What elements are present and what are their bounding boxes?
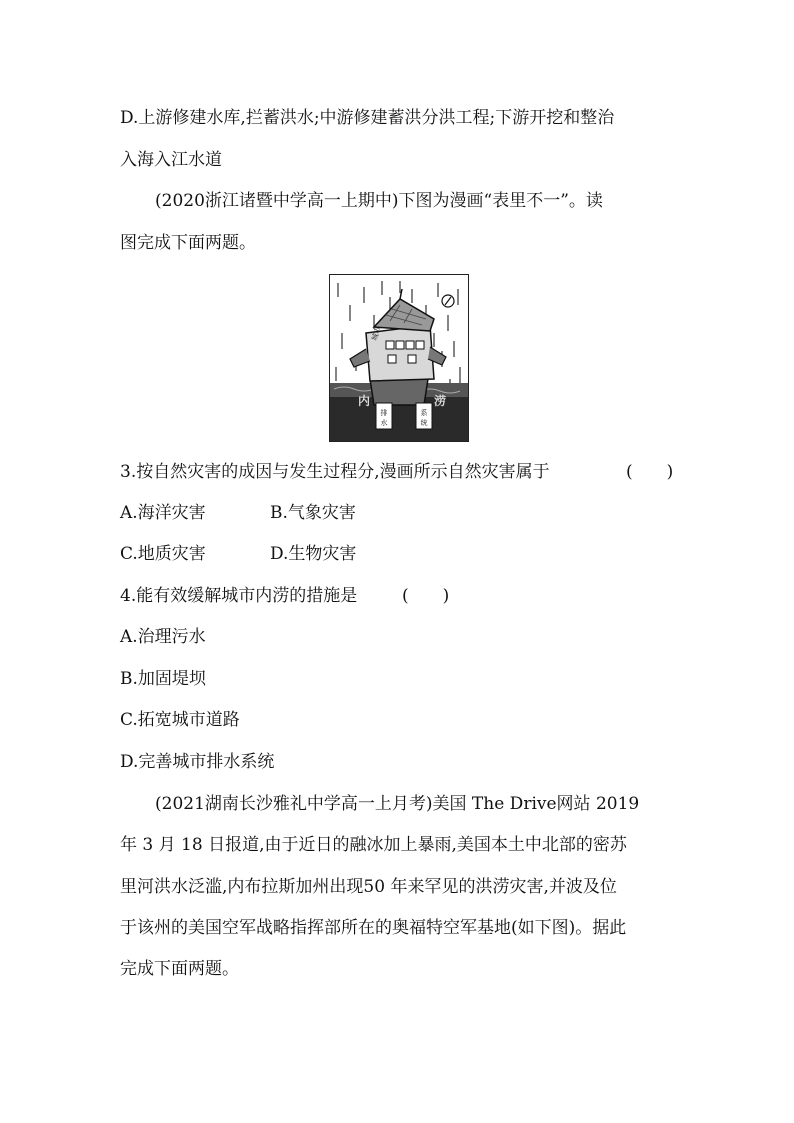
intro2-line4: 于该州的美国空军战略指挥部所在的奥福特空军基地(如下图)。据此 (120, 918, 627, 938)
svg-text:系: 系 (420, 409, 428, 417)
q3-stem: 3.按自然灾害的成因与发生过程分,漫画所示自然灾害属于 (120, 462, 550, 482)
q4-option-d: D.完善城市排水系统 (120, 752, 275, 772)
cartoon-figure (329, 274, 469, 442)
q3-answer-paren: ( ) (626, 462, 674, 482)
q3-option-c: C.地质灾害 (120, 544, 206, 564)
q4-option-c: C.拓宽城市道路 (120, 710, 240, 730)
svg-text:排: 排 (380, 409, 388, 417)
svg-text:水: 水 (380, 419, 388, 427)
intro2-line2: 年 3 月 18 日报道,由于近日的融冰加上暴雨,美国本土中北部的密苏 (120, 835, 627, 855)
q4-option-a: A.治理污水 (120, 627, 206, 647)
intro1-line2: 图完成下面两题。 (120, 233, 256, 253)
building-roof (374, 299, 434, 331)
intro2-line1: (2021湖南长沙雅礼中学高一上月考)美国 The Drive网站 2019 (155, 794, 640, 814)
intro2-line3: 里河洪水泛滥,内布拉斯加州出现50 年来罕见的洪涝灾害,并波及位 (120, 877, 617, 897)
q4-stem: 4.能有效缓解城市内涝的措施是 (120, 586, 358, 606)
water-text-right: 涝 (434, 394, 447, 408)
q4-answer-paren: ( ) (402, 586, 450, 606)
intro1-line1: (2020浙江诸暨中学高一上期中)下图为漫画“表里不一”。读 (155, 191, 603, 211)
q3-option-d: D.生物灾害 (270, 544, 357, 564)
building-body (370, 379, 428, 405)
building-sign-text: 城市 (370, 325, 383, 342)
intro2-line5: 完成下面两题。 (120, 959, 239, 979)
q3-option-b: B.气象灾害 (270, 503, 356, 523)
q3-option-a: A.海洋灾害 (120, 503, 206, 523)
svg-text:统: 统 (420, 419, 428, 427)
q4-option-b: B.加固堤坝 (120, 669, 206, 689)
water-text-left: 内 (358, 394, 371, 408)
cartoon-illustration (330, 275, 468, 441)
q2-option-d-line2: 入海入江水道 (120, 150, 222, 170)
q2-option-d-line1: D.上游修建水库,拦蓄洪水;中游修建蓄洪分洪工程;下游开挖和整治 (120, 108, 615, 128)
